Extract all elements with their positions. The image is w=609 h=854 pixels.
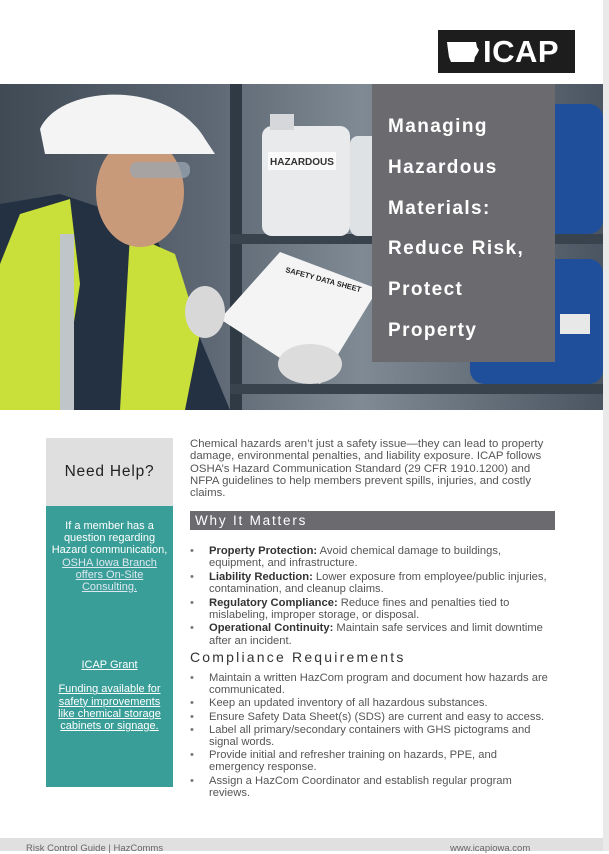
need-help-box	[46, 438, 173, 506]
intro-paragraph: Chemical hazards aren’t just a safety issue—they can lead to property damage, environmental penalties, and liability exposure. ICAP follows OSHA’s Hazard Communication Standard (29 CFR 1910.1200) and NFPA guidelines to help members prevent spills, injuries, and costly claims.	[190, 438, 544, 500]
sheet-title: SAFETY DATA SHEET	[284, 265, 363, 295]
icap-logo	[438, 30, 575, 73]
iowa-state-icon	[446, 39, 480, 65]
grant-funding-link[interactable]: Funding available for safety improvements like chemical storage cabinets or signage.	[58, 683, 161, 733]
title-line: Hazardous	[388, 156, 498, 178]
logo-text: ICAP	[483, 33, 560, 69]
title-line: Materials:	[388, 197, 491, 219]
need-help-title: Need Help?	[64, 463, 155, 480]
footer-guide-title: Risk Control Guide | HazComms	[26, 843, 164, 854]
list-item: • Operational Continuity: Maintain safe services and limit downtime after an incident.	[190, 622, 555, 647]
list-item: • Maintain a written HazCom program and document how hazards are communicated.	[190, 672, 555, 696]
title-line: Property	[388, 319, 478, 341]
title-line: Reduce Risk,	[388, 238, 525, 260]
compliance-heading: Compliance Requirements	[190, 649, 406, 665]
list-item: • Liability Reduction: Lower exposure from employee/public injuries, contamination, and cleanup claims.	[190, 571, 555, 596]
page-footer	[0, 838, 603, 854]
osha-consulting-link[interactable]: OSHA Iowa Branch offers On-Site Consulting.	[62, 556, 157, 594]
compliance-list	[190, 672, 555, 800]
list-item: • Keep an updated inventory of all hazardous substances.	[190, 697, 555, 709]
help-sidebar	[46, 506, 173, 787]
title-line: Protect	[388, 279, 464, 301]
list-item: • Assign a HazCom Coordinator and establish regular program reviews.	[190, 775, 555, 799]
list-item: • Regulatory Compliance: Reduce fines and penalties tied to mislabeling, improper storage, or disposal.	[190, 597, 555, 622]
footer-website-link[interactable]: www.icapiowa.com	[450, 843, 531, 854]
drum-label: HAZARDOUS	[270, 157, 334, 168]
help-question: If a member has a question regarding Hazard communication,	[51, 520, 168, 557]
list-item: • Property Protection: Avoid chemical damage to buildings, equipment, and infrastructure.	[190, 545, 555, 570]
list-item: • Label all primary/secondary containers with GHS pictograms and signal words.	[190, 724, 555, 748]
list-item: • Ensure Safety Data Sheet(s) (SDS) are current and easy to access.	[190, 711, 555, 723]
icap-grant-link[interactable]: ICAP Grant	[81, 659, 138, 672]
list-item: • Provide initial and refresher training on hazards, PPE, and emergency response.	[190, 749, 555, 773]
why-it-matters-list	[190, 545, 555, 648]
viewer-edge	[603, 0, 609, 851]
title-box	[372, 84, 555, 362]
why-it-matters-heading: Why It Matters	[190, 511, 555, 530]
title-line: Managing	[388, 116, 488, 137]
